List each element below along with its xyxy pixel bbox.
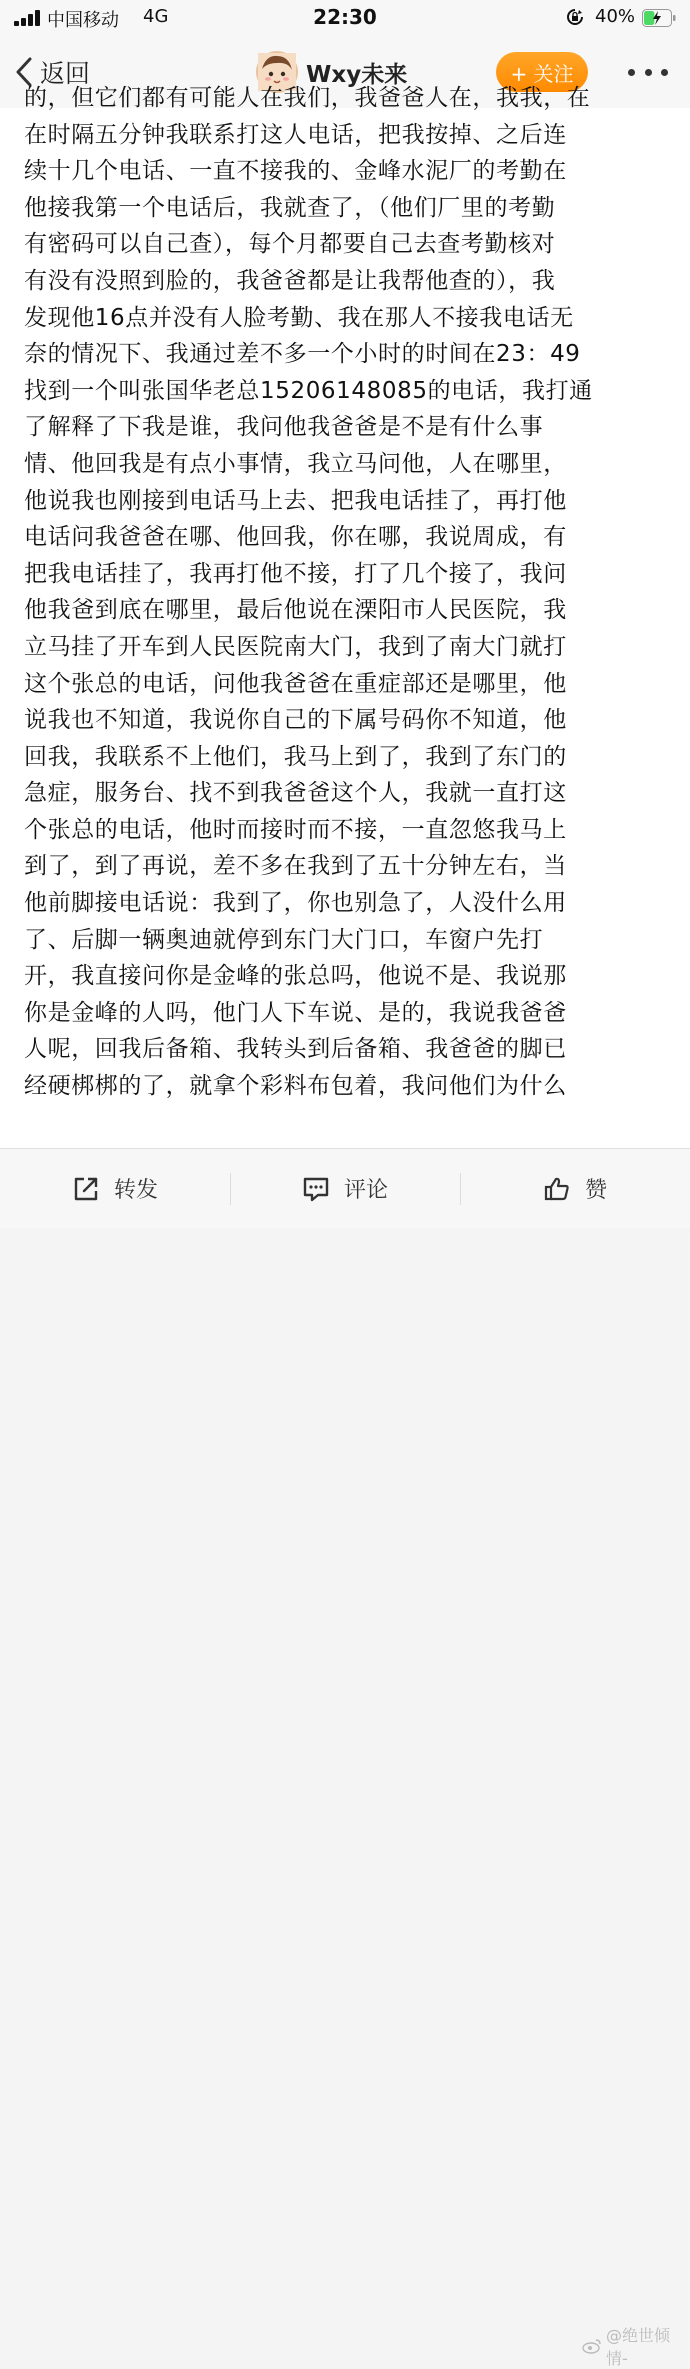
comment-icon: [302, 1175, 330, 1203]
watermark: [582, 2323, 690, 2369]
battery-charging-icon: [642, 9, 676, 27]
post-line: 你是金峰的人吗，他门人下车说、是的，我说我爸爸: [24, 999, 567, 1026]
post-line: 回我，我联系不上他们，我马上到了，我到了东门的: [24, 743, 567, 770]
post-line: 的，但它们都有可能人在我们，我爸爸人在，我我，在: [24, 85, 591, 111]
network-type: 4G: [143, 6, 169, 27]
battery-percent: 40%: [595, 6, 636, 27]
post-line: 他接我第一个电话后，我就查了，（他们厂里的考勤: [24, 194, 556, 221]
post-line: 有密码可以自己查），每个月都要自己去查考勤核对: [24, 231, 556, 258]
user-name[interactable]: Wxy未来: [306, 61, 408, 88]
post-line: 立马挂了开车到人民医院南大门，我到了南大门就打: [24, 633, 567, 660]
post-line: 开，我直接问你是金峰的张总吗，他说不是、我说那: [24, 963, 567, 990]
post-line: 有没有没照到脸的，我爸爸都是让我帮他查的），我: [24, 267, 556, 294]
post-line: 在时隔五分钟我联系打这人电话，把我按掉、之后连: [24, 121, 567, 148]
post-line: 情、他回我是有点小事情，我立马问他，人在哪里，: [24, 450, 567, 477]
post-line: 这个张总的电话，问他我爸爸在重症部还是哪里，他: [24, 670, 567, 697]
post-line: 了解释了下我是谁，我问他我爸爸是不是有什么事: [24, 414, 544, 441]
follow-button[interactable]: + 关注: [496, 52, 588, 92]
post-text: [24, 80, 664, 1105]
post-line: 个张总的电话，他时而接时而不接，一直忽悠我马上: [24, 816, 567, 843]
post-line: 了、后脚一辆奥迪就停到东门大门口，车窗户先打: [24, 926, 544, 953]
repost-label: 转发: [113, 1178, 158, 1203]
post-line: 他前脚接电话说：我到了，你也别急了，人没什么用: [24, 890, 567, 917]
post-line: 到了，到了再说，差不多在我到了五十分钟左右，当: [24, 853, 567, 880]
post-line: 续十几个电话、一直不接我的、金峰水泥厂的考勤在: [24, 158, 567, 185]
back-label: 返回: [40, 59, 91, 88]
post-line: 说我也不知道，我说你自己的下属号码你不知道，他: [24, 707, 567, 734]
comment-button[interactable]: [230, 1149, 460, 1228]
post-line: 他说我也刚接到电话马上去、把我电话挂了，再打他: [24, 487, 567, 514]
status-bar: [0, 0, 690, 36]
like-label: 赞: [584, 1178, 607, 1203]
carrier-name: 中国移动: [47, 10, 119, 31]
post-line: 急症，服务台、找不到我爸爸这个人，我就一直打这: [24, 780, 567, 807]
repost-icon: [72, 1175, 100, 1203]
post-line: 电话问我爸爸在哪、他回我，你在哪，我说周成，有: [24, 524, 567, 551]
post-content: [0, 85, 690, 1148]
post-line: 发现他16点并没有人脸考勤、我在那人不接我电话无: [24, 304, 574, 331]
bottom-action-bar: [0, 1148, 690, 2368]
thumbs-up-icon: [543, 1175, 571, 1203]
like-button[interactable]: [460, 1149, 690, 1228]
repost-button[interactable]: [0, 1149, 230, 1228]
post-line: 人呢，回我后备箱、我转头到后备箱、我爸爸的脚已: [24, 1036, 567, 1063]
post-line: 找到一个叫张国华老总15206148085的电话，我打通: [24, 377, 593, 404]
signal-icon: [14, 10, 40, 26]
rotation-lock-icon: [566, 8, 584, 26]
post-line: 把我电话挂了，我再打他不接，打了几个接了，我问: [24, 560, 567, 587]
clock: 22:30: [313, 5, 377, 29]
weibo-logo-icon: [582, 2338, 602, 2354]
more-icon[interactable]: [628, 64, 668, 80]
post-line: 奈的情况下、我通过差不多一个小时的时间在23：49: [24, 341, 581, 368]
watermark-text: @绝世倾情-: [606, 2326, 671, 2368]
post-line: 经硬梆梆的了，就拿个彩料布包着，我问他们为什么: [24, 1073, 567, 1100]
comment-label: 评论: [343, 1178, 388, 1203]
post-line: 他我爸到底在哪里，最后他说在溧阳市人民医院，我: [24, 597, 567, 624]
